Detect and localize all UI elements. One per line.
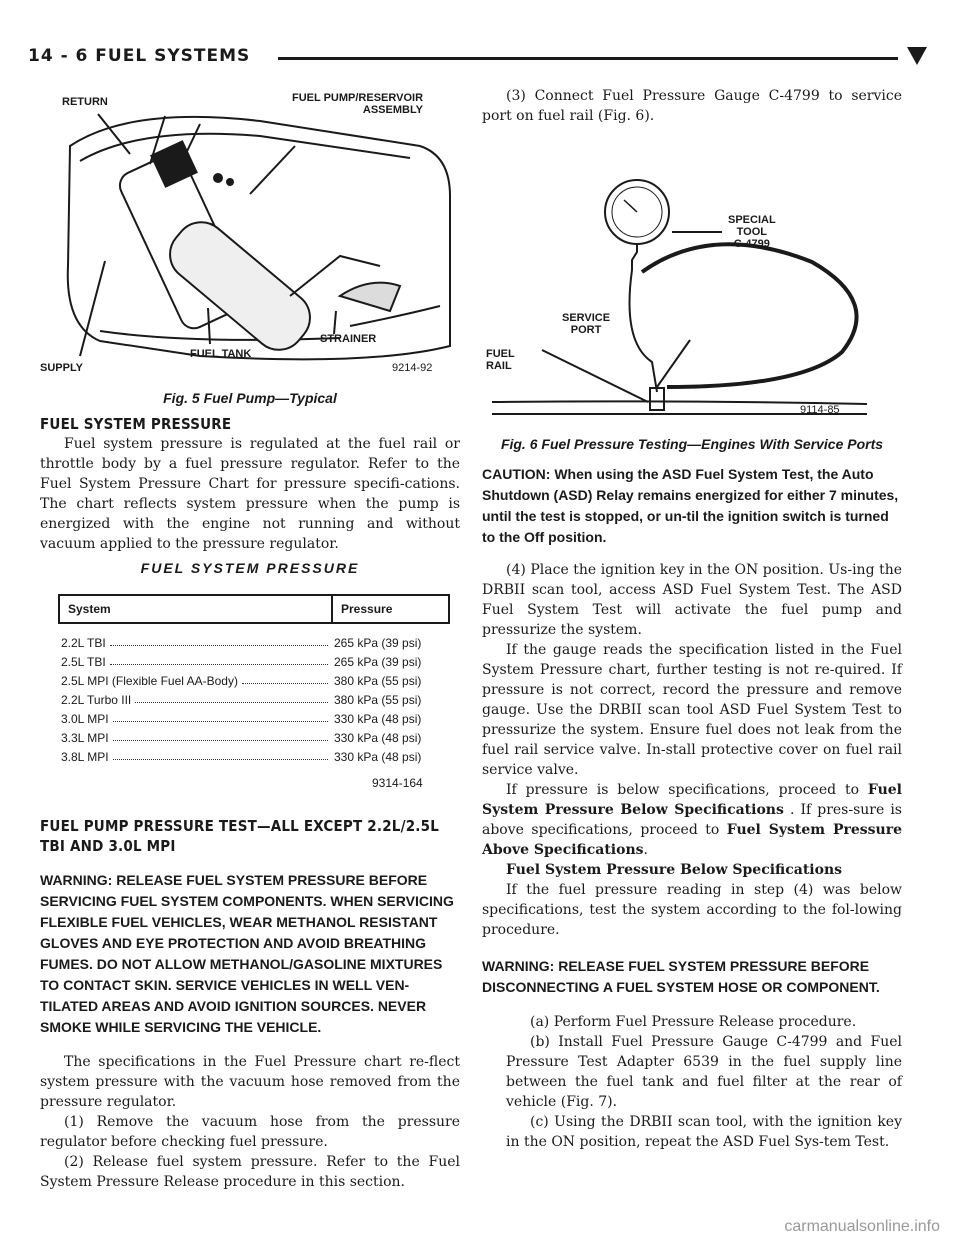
fig5-part-number: 9214-92 <box>392 362 433 374</box>
row-system: 3.0L MPI <box>61 712 109 726</box>
right-column <box>482 86 902 1152</box>
table-row <box>59 623 449 633</box>
row-pressure: 330 kPa (48 psi) <box>334 731 422 745</box>
row-pressure: 265 kPa (39 psi) <box>334 655 422 669</box>
label-service-port: SERVICE PORT <box>562 312 611 336</box>
row-system: 2.5L MPI (Flexible Fuel AA-Body) <box>61 674 238 688</box>
row-system: 2.5L TBI <box>61 655 106 669</box>
paragraph-step-b: (b) Install Fuel Pressure Gauge C-4799 and Fuel Pressure Test Adapter 6539 in the fuel supply line between the fuel tank and fuel filter at the rear of vehicle (Fig. 7). <box>506 1034 902 1110</box>
label-fuel-rail: FUEL RAIL <box>486 348 515 372</box>
paragraph-step-c: (c) Using the DRBII scan tool, with the ignition key in the ON position, repeat the ASD Fuel Sys-tem Test. <box>506 1114 902 1150</box>
column-header-pressure: Pressure <box>332 595 449 623</box>
row-system: 2.2L TBI <box>61 636 106 650</box>
label-supply: SUPPLY <box>40 362 84 374</box>
heading-fuel-pump-pressure-test: FUEL PUMP PRESSURE TEST—ALL EXCEPT 2.2L/2.5L TBI AND 3.0L MPI <box>40 817 440 855</box>
fig5-caption: Fig. 5 Fuel Pump—Typical <box>163 390 337 406</box>
table-row <box>59 671 449 690</box>
header-rule <box>278 57 898 60</box>
subheading-pressure-below: Fuel System Pressure Below Specifications <box>506 862 842 878</box>
label-fuel-pump-reservoir: FUEL PUMP/RESERVOIR ASSEMBLY <box>292 92 424 116</box>
figure-5-fuel-pump <box>40 86 460 382</box>
text-if-above: . If pres-sure is above specifications, proceed to <box>482 802 902 838</box>
table-row <box>59 652 449 671</box>
left-column <box>40 86 460 1192</box>
pressure-table <box>58 594 450 766</box>
table-row <box>59 728 449 747</box>
row-pressure: 380 kPa (55 psi) <box>334 693 422 707</box>
page-title: 14 - 6 FUEL SYSTEMS <box>28 46 251 66</box>
table-row <box>59 747 449 766</box>
figure-6-pressure-testing <box>482 152 902 422</box>
table-part-number: 9314-164 <box>372 776 423 790</box>
pressure-chart <box>40 594 460 790</box>
text-period: . <box>643 842 648 858</box>
caution-asd-test: CAUTION: When using the ASD Fuel System Test, the Auto Shutdown (ASD) Relay remains energized for either 7 minutes, until the test is stopped, or un-til the ignition switch is turned to the Off position. <box>482 466 899 545</box>
row-system: 3.3L MPI <box>61 731 109 745</box>
warning-release-pressure: WARNING: RELEASE FUEL SYSTEM PRESSURE BEFORE DISCONNECTING A FUEL SYSTEM HOSE OR COMPONENT. <box>482 958 880 995</box>
pressure-chart-title: FUEL SYSTEM PRESSURE <box>140 560 360 576</box>
label-fuel-tank: FUEL TANK <box>190 348 252 360</box>
paragraph-specifications: The specifications in the Fuel Pressure chart re-flect system pressure with the vacuum hose removed from the pressure regulator. <box>40 1054 460 1110</box>
paragraph-step-a: (a) Perform Fuel Pressure Release procedure. <box>530 1014 857 1030</box>
watermark: carmanualsonline.info <box>784 1218 940 1235</box>
table-row <box>59 709 449 728</box>
paragraph-step-1: (1) Remove the vacuum hose from the pressure regulator before checking fuel pressure. <box>40 1114 460 1150</box>
link-pressure-below: Fuel System Pressure Below Specifications <box>482 782 902 818</box>
paragraph-step-4: (4) Place the ignition key in the ON position. Us-ing the DRBII scan tool, access ASD Fuel System Test. The ASD Fuel System Test will activate the fuel pump and pressurize the system. <box>482 562 902 638</box>
warning-methanol: WARNING: RELEASE FUEL SYSTEM PRESSURE BEFORE SERVICING FUEL SYSTEM COMPONENTS. WHEN SERVICING FLEXIBLE FUEL VEHICLES, WEAR METHANOL RESISTANT GLOVES AND EYE PROTECTION AND AVOID BREATHING FUMES. DO NOT ALLOW METHANOL/GASOLINE MIXTURES TO CONTACT SKIN. SERVICE VEHICLES IN WELL VEN-TILATED AREAS AND AVOID IGNITION SOURCES. NEVER SMOKE WHILE SERVICING THE VEHICLE. <box>40 872 454 1035</box>
paragraph-below: If the fuel pressure reading in step (4) was below specifications, test the system according to the fol-lowing procedure. <box>482 882 902 938</box>
link-pressure-above: Fuel System Pressure Above Specifications <box>482 822 902 858</box>
paragraph-step-3: (3) Connect Fuel Pressure Gauge C-4799 to service port on fuel rail (Fig. 6). <box>482 88 902 124</box>
row-pressure: 380 kPa (55 psi) <box>334 674 422 688</box>
page-header <box>28 40 928 80</box>
row-pressure: 330 kPa (48 psi) <box>334 750 422 764</box>
paragraph-if-pressure <box>482 780 902 860</box>
fig6-caption: Fig. 6 Fuel Pressure Testing—Engines With Service Ports <box>500 436 884 452</box>
table-row <box>59 690 449 709</box>
heading-fuel-system-pressure: FUEL SYSTEM PRESSURE <box>40 415 232 433</box>
row-system: 2.2L Turbo III <box>61 693 132 707</box>
label-special-tool: SPECIAL TOOL C-4799 <box>728 214 776 250</box>
paragraph-gauge: If the gauge reads the specification listed in the Fuel System Pressure chart, further testing is not re-quired. If pressure is not correct, record the pressure and remove gauge. Use the DRBII scan tool ASD Fuel System Test to pressurize the system. Ensure fuel does not leak from the fuel rail service valve. In-stall protective cover on fuel rail service valve. <box>482 642 902 778</box>
row-pressure: 330 kPa (48 psi) <box>334 712 422 726</box>
label-return: RETURN <box>62 96 108 108</box>
chrysler-logo-icon <box>906 44 928 66</box>
row-pressure: 265 kPa (39 psi) <box>334 636 422 650</box>
row-system: 3.8L MPI <box>61 750 109 764</box>
fig6-part-number: 9114-85 <box>800 404 840 416</box>
paragraph-step-2: (2) Release fuel system pressure. Refer to the Fuel System Pressure Release procedure in this section. <box>40 1154 460 1190</box>
text-if-below: If pressure is below specifications, proceed to <box>506 782 868 798</box>
table-row <box>59 633 449 652</box>
pressure-gauge-illustration <box>482 152 902 422</box>
paragraph-pressure: Fuel system pressure is regulated at the fuel rail or throttle body by a fuel pressure regulator. Refer to the Fuel System Pressure Chart for pressure specifi-cations. The chart reflects system pressure when the pump is energized with the engine not running and without vacuum applied to the pressure regulator. <box>40 436 460 552</box>
label-strainer: STRAINER <box>320 333 377 345</box>
fuel-pump-illustration <box>40 86 460 382</box>
column-header-system: System <box>59 595 332 623</box>
